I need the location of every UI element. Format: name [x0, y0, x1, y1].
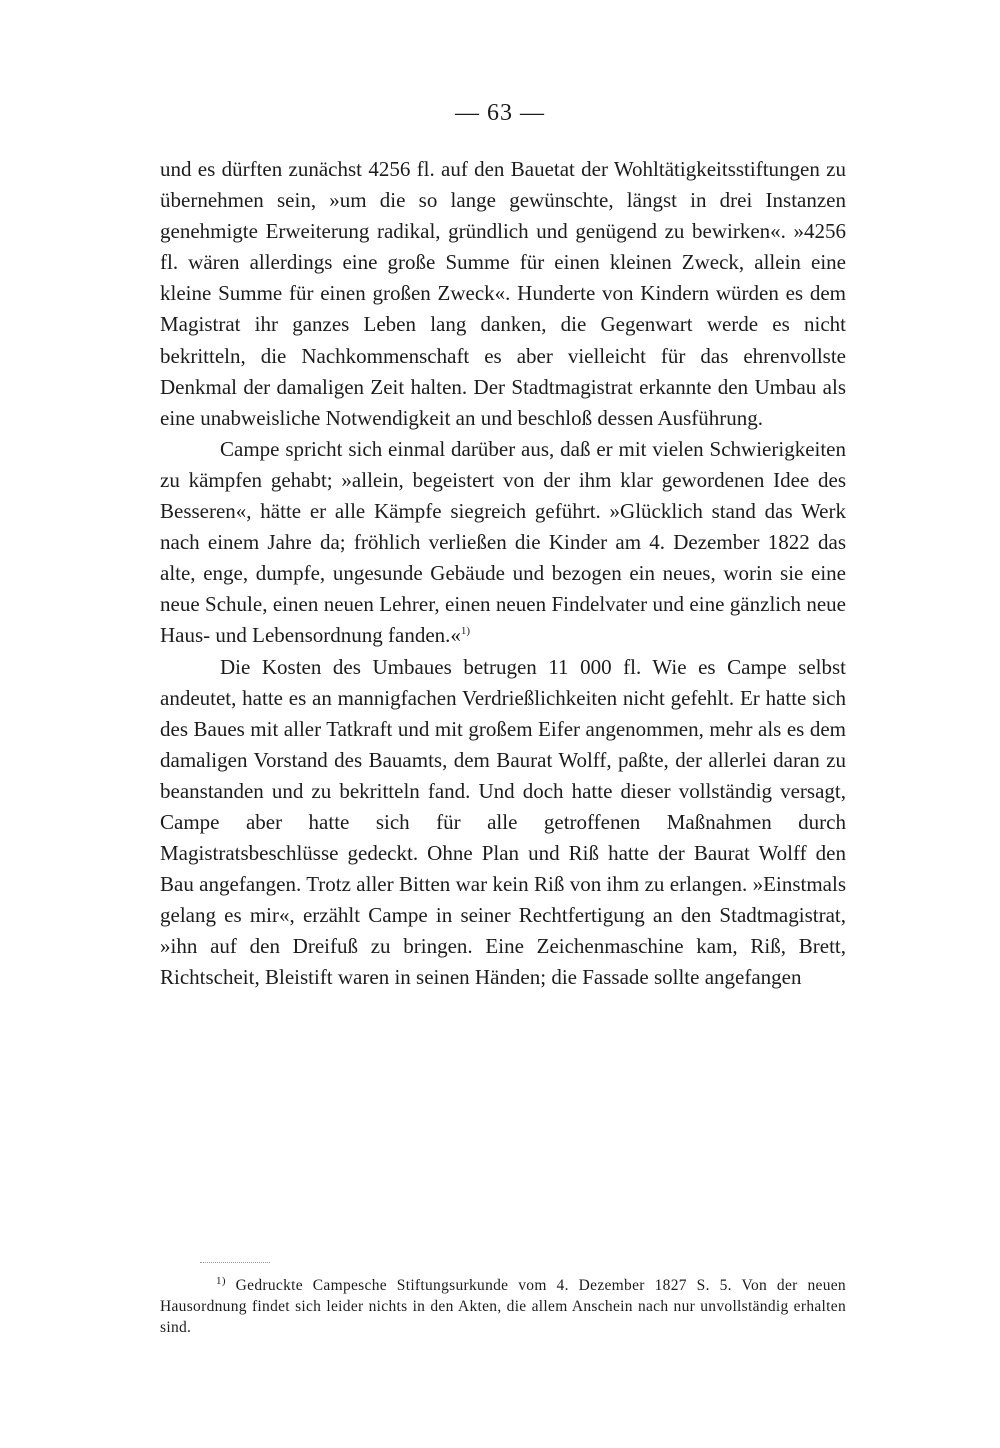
paragraph-3: Die Kosten des Umbaues betrugen 11 000 fl. Wie es Campe selbst andeutet, hatte es an mannigfachen Verdrießlichkeiten nicht gefehlt. Er hatte sich des Baues mit aller Tatkraft und mit großem Eifer angenommen, mehr als es dem damaligen Vorstand des Bauamts, dem Baurat Wolff, paßte, der allerlei daran zu beanstanden und zu bekritteln fand. Und doch hatte dieser vollständig versagt, Campe aber hatte sich für alle getroffenen Maßnahmen durch Magistratsbeschlüsse gedeckt. Ohne Plan und Riß hatte der Baurat Wolff den Bau angefangen. Trotz aller Bitten war kein Riß von ihm zu erlangen. »Einstmals gelang es mir«, erzählt Campe in seiner Rechtfertigung an den Stadtmagistrat, »ihn auf den Dreifuß zu bringen. Eine Zeichenmaschine kam, Riß, Brett, Richtscheit, Bleistift waren in seinen Händen; die Fassade sollte angefangen: [160, 654, 846, 990]
footnote-marker-number: 1: [216, 1274, 222, 1287]
footnote-1: [160, 1275, 846, 1338]
footnote-reference[interactable]: 1): [460, 625, 471, 638]
footnote-marker: 1): [216, 1274, 226, 1287]
paragraph-2-text: Campe spricht sich einmal darüber aus, daß er mit vielen Schwierigkeiten zu kämpfen gehabt; »allein, begeistert von der ihm klar gewordenen Idee des Besseren«, hätte er alle Kämpfe siegreich geführt. »Glücklich stand das Werk nach einem Jahre da; fröhlich verließen die Kinder am 4. Dezember 1822 das alte, enge, dumpfe, ungesunde Gebäude und bezogen ein neues, worin sie eine neue Schule, einen neuen Lehrer, einen neuen Findelvater und eine gänzlich neue Haus- und Lebensordnung fanden.«: [160, 436, 846, 648]
footnote-text: Gedruckte Campesche Stiftungsurkunde vom 4. Dezember 1827 S. 5. Von der neuen Hausordnung findet sich leider nichts in den Akten, die allem Anschein nach nur unvollständig erhalten sind.: [160, 1277, 846, 1336]
main-text: [160, 154, 846, 994]
footnote-reference-number: 1: [460, 625, 467, 638]
paragraph-2: [160, 434, 846, 652]
paragraph-1: und es dürften zunächst 4256 fl. auf den Bauetat der Wohltätigkeitsstiftungen zu übernehmen sein, »um die so lange gewünschte, längst in drei Instanzen genehmigte Erweiterung radikal, gründlich und genügend zu bewirken«. »4256 fl. wären allerdings eine große Summe für einen kleinen Zweck, allein eine kleine Summe für einen großen Zweck«. Hunderte von Kindern würden es dem Magistrat ihr ganzes Leben lang danken, die Gegenwart werde es nicht bekritteln, die Nachkommenschaft es aber vielleicht für das ehrenvollste Denkmal der damaligen Zeit halten. Der Stadtmagistrat erkannte den Umbau als eine unabweisliche Notwendigkeit an und beschloß dessen Ausführung.: [160, 157, 846, 430]
page-number: — 63 —: [455, 100, 545, 126]
footnote-divider: [200, 1262, 270, 1263]
footnotes: [160, 1275, 846, 1338]
